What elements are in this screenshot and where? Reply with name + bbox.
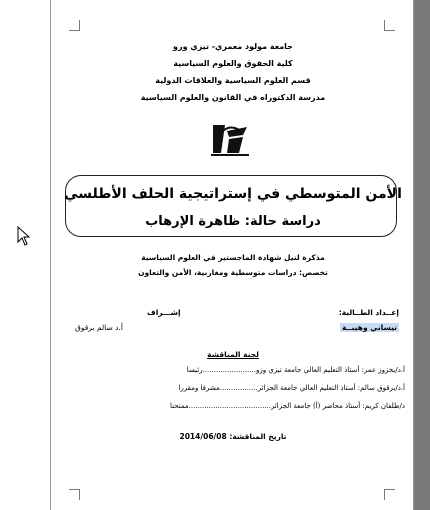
- memo-specialization: تخصص: دراسات متوسطية ومغاربية، الأمن والتعاون: [138, 268, 328, 277]
- committee-heading: لجنة المناقشة: [207, 350, 259, 359]
- student-name: [340, 323, 399, 332]
- committee-member: أ.د/برقوق سالم: أستاذ التعليم العالي جامعة الجزائر.................مشرفا ومقررا: [178, 384, 405, 392]
- crop-mark: [69, 489, 80, 500]
- crop-mark: [384, 489, 395, 500]
- committee-member: د/طلفان كريم: أستاذ محاضر (أ) جامعة الجزائر.....................................ممتحنا: [169, 402, 405, 410]
- doctoral-school-name: مدرسة الدكتوراه في القانون والعلوم السياسية: [140, 93, 326, 102]
- mouse-cursor-icon: [17, 226, 31, 246]
- viewer-margin: [0, 0, 50, 510]
- supervisor-label: إشـــراف: [147, 308, 181, 317]
- university-name: جامعة مولود معمري- تيزي وزو: [173, 42, 293, 51]
- student-label: إعــداد الطــالبة:: [338, 308, 399, 317]
- department-name: قسم العلوم السياسية والعلاقات الدولية: [155, 76, 311, 85]
- faculty-name: كلية الحقوق والعلوم السياسية: [173, 59, 293, 68]
- memo-purpose: مذكرة لنيل شهادة الماجستير في العلوم السياسية: [141, 253, 325, 262]
- crop-mark: [384, 20, 395, 31]
- defense-date: تاريخ المناقشة: 2014/06/08: [179, 432, 287, 441]
- document-page: [50, 0, 414, 510]
- crop-mark: [69, 20, 80, 31]
- thesis-subtitle: دراسة حالة: ظاهرة الإرهاب: [145, 214, 321, 229]
- university-logo-icon: [209, 121, 251, 157]
- thesis-title: الأمن المتوسطي في إستراتيجية الحلف الأطلسي: [64, 186, 402, 202]
- student-name-text: تيساني وهيبــة: [341, 323, 397, 332]
- supervisor-name: أ.د سالم برقوق: [75, 323, 123, 332]
- committee-member: أ.د/يخزوز عمر: أستاذ التعليم العالي جامعة تيزي وزو........................رئيسا: [186, 366, 405, 374]
